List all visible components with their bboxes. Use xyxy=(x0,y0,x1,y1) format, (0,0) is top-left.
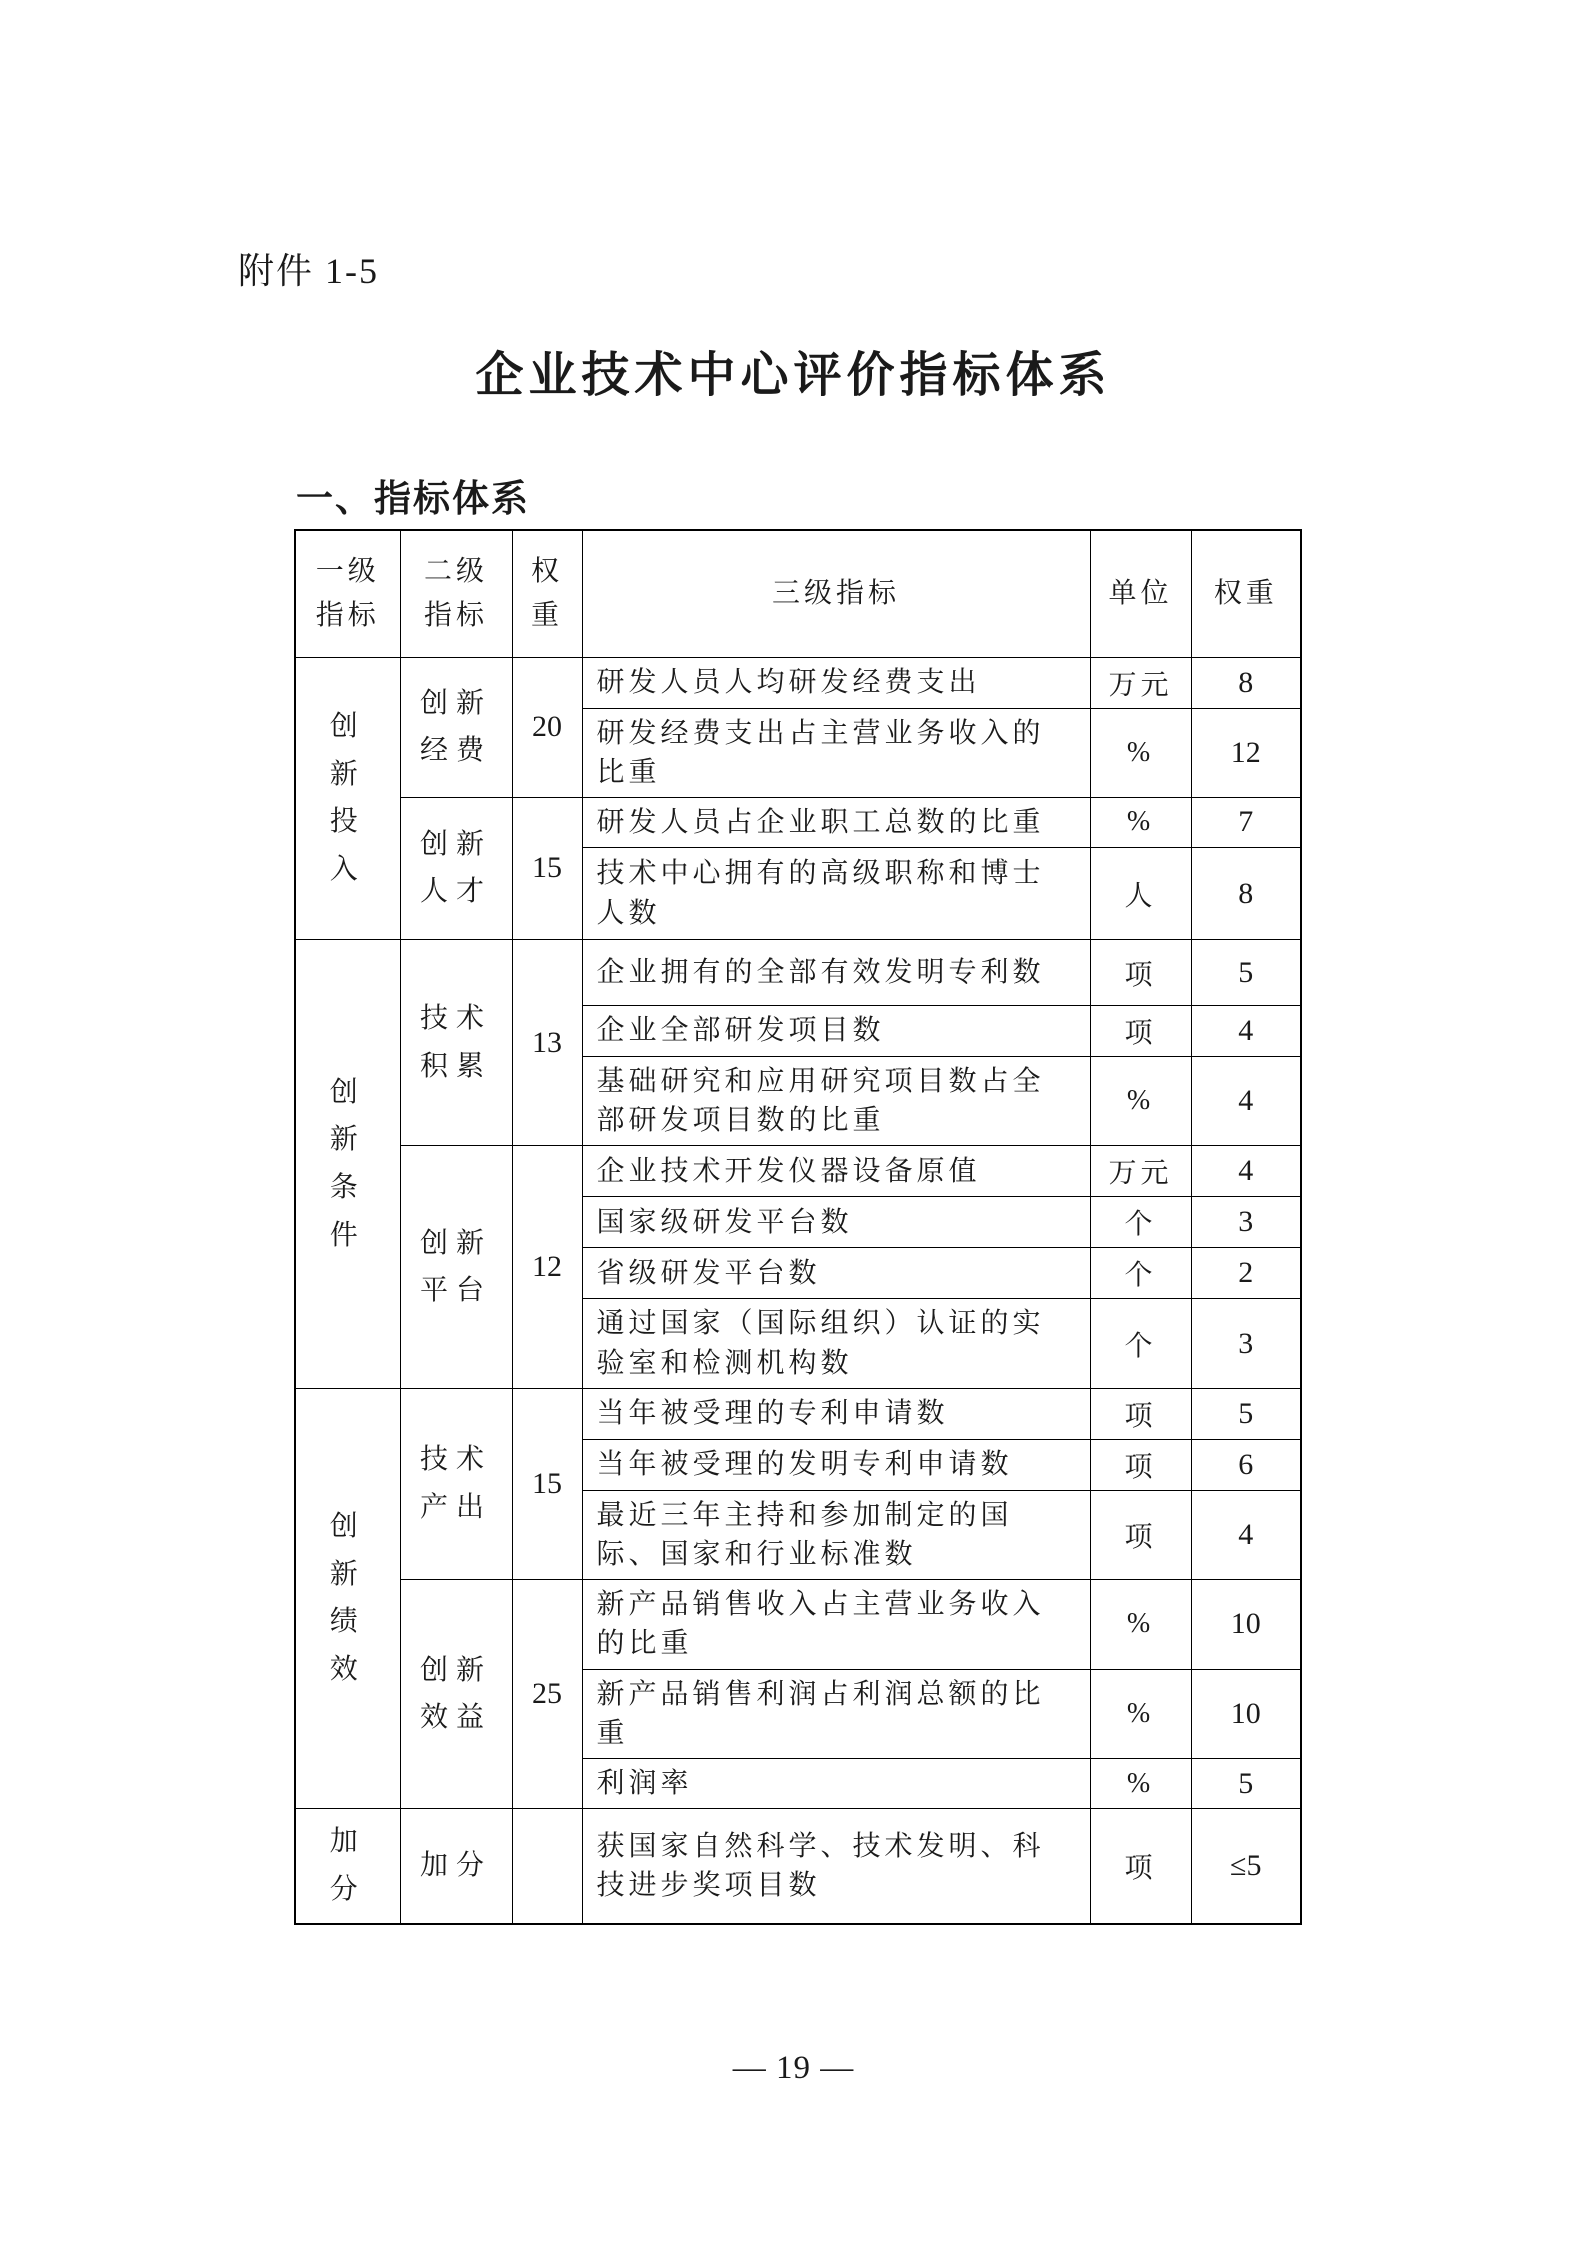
unit-cell: 项 xyxy=(1090,1490,1191,1579)
level3-weight-cell: 4 xyxy=(1191,1006,1301,1057)
header-level3: 三级指标 xyxy=(582,530,1090,657)
unit-cell: % xyxy=(1090,1669,1191,1758)
header-level2: 二级指标 xyxy=(400,530,512,657)
level2-indicator-cell: 技术产出 xyxy=(400,1388,512,1579)
table-row xyxy=(295,1809,1301,1924)
unit-cell: % xyxy=(1090,797,1191,847)
level2-weight-cell: 20 xyxy=(512,657,582,797)
level3-indicator-cell: 国家级研发平台数 xyxy=(582,1197,1090,1248)
level3-indicator-cell: 研发人员人均研发经费支出 xyxy=(582,657,1090,708)
level3-indicator-cell: 最近三年主持和参加制定的国际、国家和行业标准数 xyxy=(582,1490,1090,1579)
level3-indicator-cell: 基础研究和应用研究项目数占全部研发项目数的比重 xyxy=(582,1057,1090,1146)
level3-indicator-cell: 通过国家（国际组织）认证的实验室和检测机构数 xyxy=(582,1299,1090,1388)
indicator-table-header xyxy=(295,530,1301,657)
level2-indicator-cell: 创新经费 xyxy=(400,657,512,797)
level2-indicator-cell: 技术积累 xyxy=(400,940,512,1146)
level3-indicator-cell: 研发经费支出占主营业务收入的比重 xyxy=(582,708,1090,797)
level1-indicator-cell: 加分 xyxy=(295,1809,400,1924)
unit-cell: 万元 xyxy=(1090,657,1191,708)
level2-indicator-cell: 创新平台 xyxy=(400,1146,512,1388)
level3-indicator-cell: 企业技术开发仪器设备原值 xyxy=(582,1146,1090,1197)
unit-cell: 项 xyxy=(1090,1006,1191,1057)
level3-weight-cell: 6 xyxy=(1191,1439,1301,1490)
table-row xyxy=(295,1388,1301,1439)
section-heading: 一、指标体系 xyxy=(296,478,530,519)
level2-weight-cell: 25 xyxy=(512,1580,582,1809)
header-row xyxy=(295,530,1301,657)
level1-indicator-cell: 创新绩效 xyxy=(295,1388,400,1808)
table-row xyxy=(295,797,1301,847)
indicator-table-body xyxy=(295,657,1301,1924)
level3-indicator-cell: 获国家自然科学、技术发明、科技进步奖项目数 xyxy=(582,1809,1090,1924)
indicator-table xyxy=(294,529,1302,1925)
unit-cell: % xyxy=(1090,1057,1191,1146)
level3-weight-cell: 8 xyxy=(1191,848,1301,940)
header-weight2: 权重 xyxy=(512,530,582,657)
level2-weight-cell: 13 xyxy=(512,940,582,1146)
unit-cell: 个 xyxy=(1090,1248,1191,1299)
level2-indicator-cell: 创新效益 xyxy=(400,1580,512,1809)
level3-weight-cell: 4 xyxy=(1191,1146,1301,1197)
level3-weight-cell: 3 xyxy=(1191,1299,1301,1388)
level3-weight-cell: 5 xyxy=(1191,1758,1301,1808)
level1-indicator-cell: 创新投入 xyxy=(295,657,400,940)
unit-cell: 个 xyxy=(1090,1197,1191,1248)
level1-indicator-cell: 创新条件 xyxy=(295,940,400,1389)
level3-indicator-cell: 省级研发平台数 xyxy=(582,1248,1090,1299)
level2-weight-cell xyxy=(512,1809,582,1924)
unit-cell: 项 xyxy=(1090,1388,1191,1439)
unit-cell: 人 xyxy=(1090,848,1191,940)
level3-indicator-cell: 当年被受理的发明专利申请数 xyxy=(582,1439,1090,1490)
level3-weight-cell: 12 xyxy=(1191,708,1301,797)
level2-indicator-cell: 加分 xyxy=(400,1809,512,1924)
header-unit: 单位 xyxy=(1090,530,1191,657)
header-level1: 一级指标 xyxy=(295,530,400,657)
level3-weight-cell: 10 xyxy=(1191,1669,1301,1758)
unit-cell: 万元 xyxy=(1090,1146,1191,1197)
level3-weight-cell: 8 xyxy=(1191,657,1301,708)
unit-cell: 项 xyxy=(1090,1439,1191,1490)
level3-weight-cell: ≤5 xyxy=(1191,1809,1301,1924)
level3-indicator-cell: 研发人员占企业职工总数的比重 xyxy=(582,797,1090,847)
level3-indicator-cell: 当年被受理的专利申请数 xyxy=(582,1388,1090,1439)
unit-cell: 个 xyxy=(1090,1299,1191,1388)
unit-cell: % xyxy=(1090,1758,1191,1808)
table-row xyxy=(295,940,1301,1006)
unit-cell: % xyxy=(1090,1580,1191,1669)
level2-weight-cell: 15 xyxy=(512,797,582,939)
level3-indicator-cell: 新产品销售利润占利润总额的比重 xyxy=(582,1669,1090,1758)
unit-cell: 项 xyxy=(1090,940,1191,1006)
level3-weight-cell: 5 xyxy=(1191,1388,1301,1439)
level3-weight-cell: 4 xyxy=(1191,1057,1301,1146)
unit-cell: 项 xyxy=(1090,1809,1191,1924)
page-number: — 19 — xyxy=(732,2050,855,2086)
level2-weight-cell: 15 xyxy=(512,1388,582,1579)
unit-cell: % xyxy=(1090,708,1191,797)
level3-indicator-cell: 企业全部研发项目数 xyxy=(582,1006,1090,1057)
level3-indicator-cell: 技术中心拥有的高级职称和博士人数 xyxy=(582,848,1090,940)
page-title: 企业技术中心评价指标体系 xyxy=(475,349,1112,402)
level3-weight-cell: 5 xyxy=(1191,940,1301,1006)
level3-weight-cell: 2 xyxy=(1191,1248,1301,1299)
table-row xyxy=(295,1580,1301,1669)
table-row xyxy=(295,657,1301,708)
level3-indicator-cell: 利润率 xyxy=(582,1758,1090,1808)
header-weight3: 权重 xyxy=(1191,530,1301,657)
level3-weight-cell: 4 xyxy=(1191,1490,1301,1579)
level3-weight-cell: 10 xyxy=(1191,1580,1301,1669)
level3-indicator-cell: 企业拥有的全部有效发明专利数 xyxy=(582,940,1090,1006)
table-row xyxy=(295,1146,1301,1197)
level2-indicator-cell: 创新人才 xyxy=(400,797,512,939)
level3-weight-cell: 3 xyxy=(1191,1197,1301,1248)
level3-weight-cell: 7 xyxy=(1191,797,1301,847)
level3-indicator-cell: 新产品销售收入占主营业务收入的比重 xyxy=(582,1580,1090,1669)
attachment-label: 附件 1-5 xyxy=(238,251,379,291)
level2-weight-cell: 12 xyxy=(512,1146,582,1388)
